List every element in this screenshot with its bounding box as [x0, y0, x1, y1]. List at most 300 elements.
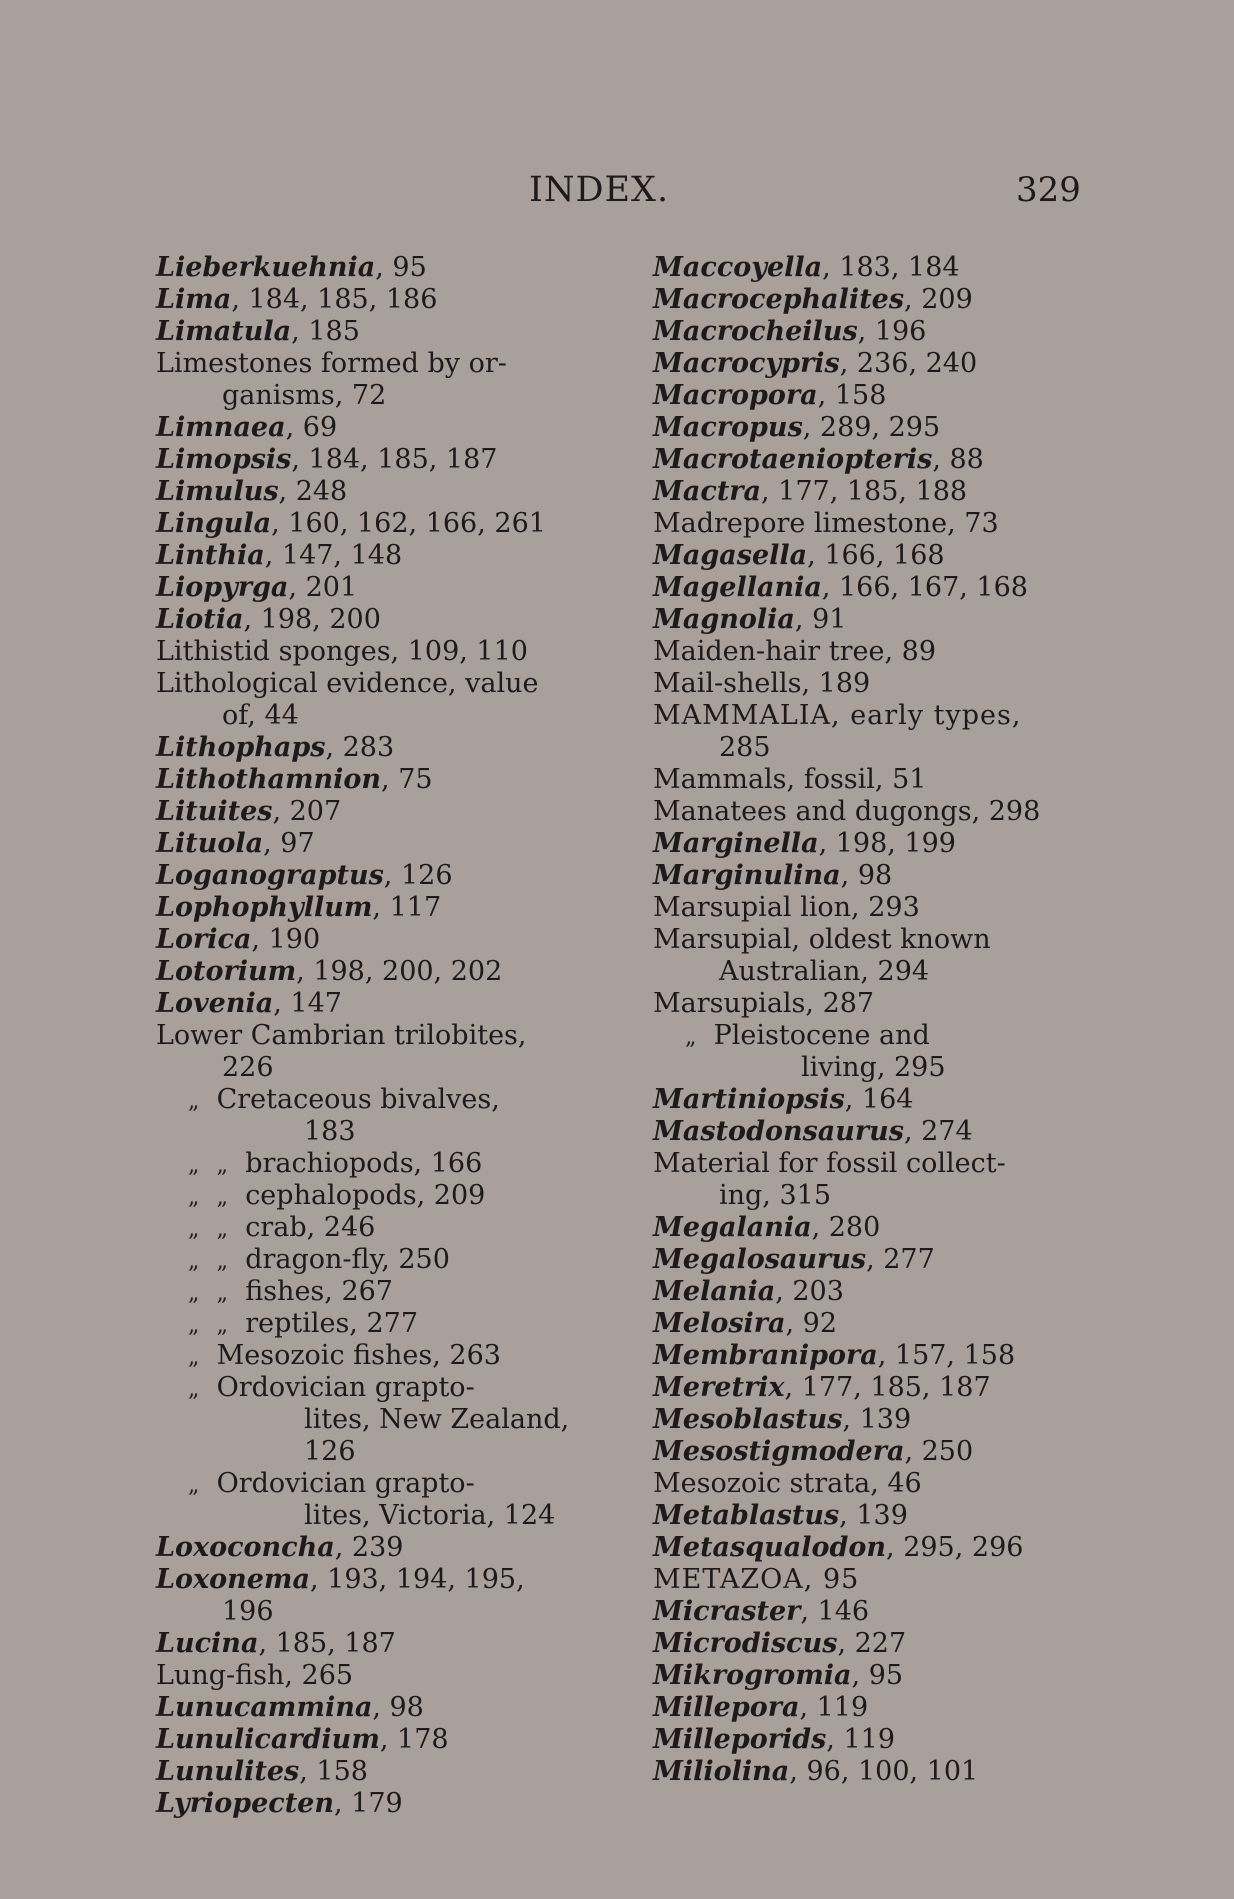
entry-text: Mail-shells, 189	[653, 668, 871, 699]
index-entry-line	[156, 764, 584, 796]
index-entry-line	[156, 636, 584, 668]
taxon-name: Micraster	[653, 1596, 801, 1627]
page-refs: , 185	[291, 316, 360, 347]
index-entry-continuation: 285	[719, 732, 771, 763]
index-entry-line	[188, 1180, 584, 1212]
index-entry	[653, 892, 1077, 924]
index-entry-continuation: lites, New Zealand,	[304, 1404, 570, 1435]
taxon-name: Mactra	[653, 476, 762, 507]
taxon-name: Lophophyllum	[156, 892, 373, 923]
index-entry-line	[156, 1756, 584, 1788]
page-refs: , 166, 168	[807, 540, 945, 571]
index-entry	[156, 636, 584, 668]
index-entry	[653, 1532, 1077, 1564]
index-entry-line	[653, 828, 1077, 860]
entry-text: Madrepore limestone, 73	[653, 508, 999, 539]
index-entry	[653, 1244, 1077, 1276]
taxon-name: Loxoconcha	[156, 1532, 335, 1563]
index-entry-line	[156, 252, 584, 284]
index-entry	[156, 764, 584, 796]
index-entry-line	[156, 572, 584, 604]
taxon-name: Lotorium	[156, 956, 297, 987]
index-entry-line	[653, 860, 1077, 892]
page-refs: , 283	[325, 732, 395, 763]
index-entry	[653, 444, 1077, 476]
index-entry-line	[653, 572, 1077, 604]
index-entry	[653, 860, 1077, 892]
ditto-mark: „	[188, 1313, 200, 1338]
page-refs: , 177, 185, 187	[784, 1372, 991, 1403]
index-entry-line	[156, 1564, 584, 1596]
taxon-name: Loxonema	[156, 1564, 310, 1595]
index-entry-line	[653, 1628, 1077, 1660]
index-entry-line	[653, 508, 1077, 540]
taxon-name: Metablastus	[653, 1500, 840, 1531]
index-entry	[653, 572, 1077, 604]
index-entry-line	[156, 988, 584, 1020]
index-entry-line	[156, 1724, 584, 1756]
page-refs: , 139	[842, 1404, 912, 1435]
index-entry-line	[653, 1500, 1077, 1532]
ditto-mark: „	[188, 1249, 200, 1274]
index-entry-line	[653, 988, 1077, 1020]
index-entry	[653, 1020, 1077, 1084]
index-entry-line	[653, 1244, 1077, 1276]
page-refs: , 184, 185, 187	[291, 444, 498, 475]
index-column-left	[156, 252, 584, 1820]
index-entry	[653, 1308, 1077, 1340]
page-refs: , 190	[251, 924, 321, 955]
entry-text: Ordovician grapto-	[216, 1468, 475, 1499]
index-entry-line	[156, 796, 584, 828]
index-entry	[156, 540, 584, 572]
ditto-mark: „	[188, 1473, 200, 1498]
index-entry	[653, 1212, 1077, 1244]
index-entry-line	[653, 412, 1077, 444]
page-refs: , 146	[800, 1596, 870, 1627]
index-entry-line	[653, 1276, 1077, 1308]
page-refs: , 236, 240	[839, 348, 978, 379]
index-entry-line	[156, 348, 584, 380]
index-entry-line	[653, 1340, 1077, 1372]
entry-text: Cretaceous bivalves,	[216, 1084, 500, 1115]
index-entry-line	[156, 284, 584, 316]
page-refs: , 98	[840, 860, 893, 891]
index-entry-line	[156, 668, 584, 700]
index-entry	[653, 796, 1077, 828]
index-entry	[653, 1276, 1077, 1308]
entry-text: Ordovician grapto-	[216, 1372, 475, 1403]
page-refs: , 160, 162, 166, 261	[271, 508, 546, 539]
index-entry-line	[188, 1372, 584, 1404]
index-entry	[653, 284, 1077, 316]
taxon-name: Limnaea	[156, 412, 286, 443]
index-entry-line	[653, 444, 1077, 476]
page-refs: , 198, 200, 202	[296, 956, 503, 987]
index-entry	[653, 1564, 1077, 1596]
index-entry	[156, 1340, 584, 1372]
index-entry-line	[653, 1212, 1077, 1244]
index-entry	[156, 1660, 584, 1692]
page-refs: , 88	[932, 444, 984, 475]
index-entry-line	[653, 1692, 1077, 1724]
index-entry	[653, 924, 1077, 988]
index-entry	[653, 636, 1077, 668]
taxon-name: Metasqualodon	[653, 1532, 887, 1563]
index-entry-line	[156, 1628, 584, 1660]
index-entry	[653, 1660, 1077, 1692]
index-entry-line	[156, 316, 584, 348]
index-entry-continuation: Australian, 294	[719, 956, 930, 987]
index-entry	[156, 284, 584, 316]
entry-text: Mammals, fossil, 51	[653, 764, 927, 795]
entry-text: Limestones formed by or-	[156, 348, 507, 379]
index-entry	[156, 1788, 584, 1820]
page-refs: , 185, 187	[258, 1628, 396, 1659]
page-refs: , 158	[817, 380, 887, 411]
page-refs: , 295, 296	[886, 1532, 1024, 1563]
ditto-mark: „	[188, 1089, 200, 1114]
taxon-name: Meretrix	[653, 1372, 785, 1403]
ditto-mark: „	[188, 1153, 200, 1178]
page-refs: , 198, 199	[818, 828, 956, 859]
taxon-name: Lieberkuehnia	[156, 252, 376, 283]
index-entry	[156, 1148, 584, 1180]
index-entry	[653, 1436, 1077, 1468]
page-refs: , 274	[903, 1116, 973, 1147]
page-refs: , 227	[837, 1628, 907, 1659]
taxon-name: Mikrogromia	[653, 1660, 852, 1691]
index-entry-line	[188, 1084, 584, 1116]
taxon-name: Lingula	[156, 508, 272, 539]
index-entry	[653, 1724, 1077, 1756]
index-entry	[653, 1692, 1077, 1724]
taxon-name: Lucina	[156, 1628, 259, 1659]
index-entry	[156, 1020, 584, 1084]
taxon-name: Marginulina	[653, 860, 841, 891]
index-entry	[156, 732, 584, 764]
index-entry	[156, 1276, 584, 1308]
page-refs: , 119	[826, 1724, 895, 1755]
index-entry-line	[653, 1564, 1077, 1596]
page-refs: , 95	[851, 1660, 904, 1691]
index-entry	[156, 508, 584, 540]
ditto-mark: „	[685, 1025, 697, 1050]
entry-text: cephalopods, 209	[245, 1180, 486, 1211]
taxon-name: Lithophaps	[156, 732, 326, 763]
taxon-name: Lunulites	[156, 1756, 300, 1787]
index-entry-line	[653, 380, 1077, 412]
entry-text: dragon-fly, 250	[245, 1244, 450, 1275]
taxon-name: Limopsis	[156, 444, 292, 475]
index-entry-line	[653, 1084, 1077, 1116]
page-title: INDEX.	[529, 170, 670, 210]
page-refs: , 164	[844, 1084, 914, 1115]
page-refs: , 166, 167, 168	[821, 572, 1028, 603]
index-entry	[156, 924, 584, 956]
index-entry	[156, 988, 584, 1020]
index-entry-line	[188, 1212, 584, 1244]
index-entry	[653, 476, 1077, 508]
taxon-name: Magnolia	[653, 604, 795, 635]
index-entry-continuation: 196	[222, 1596, 274, 1627]
taxon-name: Melania	[653, 1276, 776, 1307]
page-refs: , 207	[272, 796, 342, 827]
entry-text: brachiopods, 166	[245, 1148, 483, 1179]
page-refs: , 277	[866, 1244, 935, 1275]
taxon-name: Mastodonsaurus	[653, 1116, 904, 1147]
index-entry	[156, 1372, 584, 1468]
taxon-name: Linthia	[156, 540, 265, 571]
index-entry	[156, 1724, 584, 1756]
page-refs: , 95	[375, 252, 427, 283]
index-entry	[653, 348, 1077, 380]
index-entry-line	[156, 1020, 584, 1052]
index-entry-line	[156, 1660, 584, 1692]
index-entry-line	[653, 252, 1077, 284]
index-entry	[653, 508, 1077, 540]
page-refs: , 96, 100, 101	[789, 1756, 979, 1787]
page-refs: , 280	[811, 1212, 881, 1243]
index-entry-line	[653, 796, 1077, 828]
ditto-mark: „	[188, 1185, 200, 1210]
index-entry	[653, 1756, 1077, 1788]
index-entry-continuation: 126	[304, 1436, 356, 1467]
index-entry	[156, 572, 584, 604]
index-entry	[653, 1148, 1077, 1212]
index-entry-line	[653, 668, 1077, 700]
index-entry	[156, 1628, 584, 1660]
page-refs: , 196	[857, 316, 927, 347]
index-entry-line	[156, 828, 584, 860]
index-entry	[653, 1084, 1077, 1116]
index-entry-line	[653, 1404, 1077, 1436]
taxon-name: Liopyrga	[156, 572, 289, 603]
index-entry-line	[156, 1692, 584, 1724]
entry-text: Marsupial, oldest known	[653, 924, 991, 955]
entry-text: reptiles, 277	[245, 1308, 419, 1339]
entry-text: Pleistocene and	[713, 1020, 930, 1051]
index-entry	[156, 1308, 584, 1340]
index-entry-line	[653, 1596, 1077, 1628]
index-entry-line	[653, 1532, 1077, 1564]
index-entry	[653, 252, 1077, 284]
taxon-name: Loganograptus	[156, 860, 384, 891]
page-refs: , 158	[299, 1756, 368, 1787]
taxon-name: Millepora	[653, 1692, 800, 1723]
index-entry-line	[156, 604, 584, 636]
index-entry-line	[653, 892, 1077, 924]
taxon-name: Maccoyella	[653, 252, 823, 283]
entry-text: Lower Cambrian trilobites,	[156, 1020, 527, 1051]
taxon-name: Lima	[156, 284, 232, 315]
index-entry-line	[188, 1308, 584, 1340]
index-entry	[156, 1084, 584, 1148]
index-entry-line	[653, 1724, 1077, 1756]
index-entry-line	[188, 1276, 584, 1308]
entry-text: Lithistid sponges, 109, 110	[156, 636, 528, 667]
index-entry	[156, 892, 584, 924]
entry-text: Marsupial lion, 293	[653, 892, 920, 923]
taxon-name: Macrocephalites	[653, 284, 905, 315]
index-entry-line	[653, 1372, 1077, 1404]
taxon-name: Macrocypris	[653, 348, 840, 379]
index-entry	[156, 444, 584, 476]
index-entry-line	[156, 924, 584, 956]
index-entry	[156, 604, 584, 636]
index-entry	[156, 476, 584, 508]
index-entry	[653, 1468, 1077, 1500]
index-entry-line	[156, 444, 584, 476]
index-entry-line	[653, 700, 1077, 732]
page-refs: , 179	[333, 1788, 403, 1819]
page-refs: , 92	[785, 1308, 838, 1339]
index-entry-line	[188, 1340, 584, 1372]
taxon-name: Microdiscus	[653, 1628, 838, 1659]
taxon-name: Macropora	[653, 380, 818, 411]
taxon-name: Mesoblastus	[653, 1404, 843, 1435]
index-entry	[156, 828, 584, 860]
index-entry-line	[188, 1244, 584, 1276]
page-refs: , 147	[273, 988, 342, 1019]
index-entry-line	[156, 860, 584, 892]
taxon-name: Lunucammina	[156, 1692, 373, 1723]
index-entry	[653, 1116, 1077, 1148]
index-entry	[156, 1468, 584, 1532]
page-refs: , 119	[799, 1692, 869, 1723]
index-entry	[653, 412, 1077, 444]
index-entry-line	[653, 1116, 1077, 1148]
ditto-mark: „	[216, 1249, 228, 1274]
taxon-name: Limulus	[156, 476, 279, 507]
index-entry	[653, 764, 1077, 796]
entry-text: METAZOA, 95	[653, 1564, 860, 1595]
index-entry-line	[188, 1148, 584, 1180]
index-entry-line	[653, 1148, 1077, 1180]
page-refs: , 157, 158	[877, 1340, 1016, 1371]
taxon-name: Macrotaeniopteris	[653, 444, 933, 475]
taxon-name: Magellania	[653, 572, 822, 603]
index-entry	[156, 1564, 584, 1628]
index-entry-line	[653, 348, 1077, 380]
page-refs: , 178	[379, 1724, 449, 1755]
taxon-name: Megalosaurus	[653, 1244, 867, 1275]
index-entry-continuation: 226	[222, 1052, 274, 1083]
index-entry	[156, 956, 584, 988]
index-entry	[156, 1180, 584, 1212]
index-entry	[653, 700, 1077, 764]
page-refs: , 201	[288, 572, 358, 603]
ditto-mark: „	[216, 1153, 228, 1178]
page-refs: , 250	[904, 1436, 974, 1467]
ditto-mark: „	[188, 1281, 200, 1306]
page-refs: , 139	[839, 1500, 908, 1531]
entry-text: Lithological evidence, value	[156, 668, 539, 699]
page-refs: , 193, 194, 195,	[309, 1564, 525, 1595]
index-entry-line	[653, 316, 1077, 348]
taxon-name: Milleporids	[653, 1724, 827, 1755]
index-entry	[653, 1500, 1077, 1532]
ditto-mark: „	[188, 1377, 200, 1402]
index-entry	[156, 1244, 584, 1276]
ditto-mark: „	[216, 1313, 228, 1338]
taxon-name: Melosira	[653, 1308, 786, 1339]
index-entry	[653, 380, 1077, 412]
ditto-mark: „	[216, 1185, 228, 1210]
page-refs: , 147, 148	[264, 540, 403, 571]
index-entry-line	[156, 540, 584, 572]
index-entry	[653, 828, 1077, 860]
page-refs: , 97	[263, 828, 315, 859]
taxon-name: Lithothamnion	[156, 764, 382, 795]
index-entry-line	[653, 636, 1077, 668]
taxon-name: Megalania	[653, 1212, 812, 1243]
index-entry-line	[653, 1756, 1077, 1788]
page-refs: , 91	[794, 604, 847, 635]
index-entry-line	[156, 1532, 584, 1564]
index-entry	[156, 348, 584, 412]
taxon-name: Lituites	[156, 796, 273, 827]
running-head	[0, 170, 1234, 216]
index-entry	[156, 1692, 584, 1724]
index-entry-line	[653, 764, 1077, 796]
index-entry	[653, 604, 1077, 636]
index-entry-continuation: lites, Victoria, 124	[304, 1500, 556, 1531]
taxon-name: Lovenia	[156, 988, 274, 1019]
index-entry	[653, 540, 1077, 572]
entry-text: MAMMALIA, early types,	[653, 700, 1022, 731]
page-refs: , 177, 185, 188	[761, 476, 968, 507]
ditto-mark: „	[188, 1345, 200, 1370]
index-entry	[156, 316, 584, 348]
page-refs: , 248	[278, 476, 348, 507]
page-refs: , 69	[285, 412, 338, 443]
index-entry	[156, 668, 584, 732]
index-entry-line	[653, 924, 1077, 956]
ditto-mark: „	[188, 1217, 200, 1242]
index-entry-continuation: of, 44	[222, 700, 299, 731]
taxon-name: Magasella	[653, 540, 808, 571]
index-entry-continuation: ganisms, 72	[222, 380, 387, 411]
taxon-name: Miliolina	[653, 1756, 790, 1787]
index-entry-line	[653, 1468, 1077, 1500]
index-entry-line	[685, 1020, 1077, 1052]
index-entry-line	[156, 892, 584, 924]
page-refs: , 126	[383, 860, 453, 891]
entry-text: Mesozoic fishes, 263	[216, 1340, 501, 1371]
index-column-right	[653, 252, 1077, 1788]
index-entry	[653, 988, 1077, 1020]
entry-text: Marsupials, 287	[653, 988, 875, 1019]
page-refs: , 203	[775, 1276, 844, 1307]
index-entry-line	[653, 476, 1077, 508]
taxon-name: Martiniopsis	[653, 1084, 845, 1115]
index-entry	[653, 1628, 1077, 1660]
taxon-name: Limatula	[156, 316, 292, 347]
index-entry-line	[156, 956, 584, 988]
taxon-name: Lunulicardium	[156, 1724, 380, 1755]
entry-text: crab, 246	[245, 1212, 376, 1243]
index-entry-line	[156, 412, 584, 444]
entry-text: Manatees and dugongs, 298	[653, 796, 1041, 827]
index-entry	[156, 1756, 584, 1788]
taxon-name: Lituola	[156, 828, 264, 859]
page-refs: , 183, 184	[822, 252, 960, 283]
ditto-mark: „	[216, 1281, 228, 1306]
index-entry	[653, 1596, 1077, 1628]
index-entry-line	[653, 540, 1077, 572]
index-entry	[156, 412, 584, 444]
